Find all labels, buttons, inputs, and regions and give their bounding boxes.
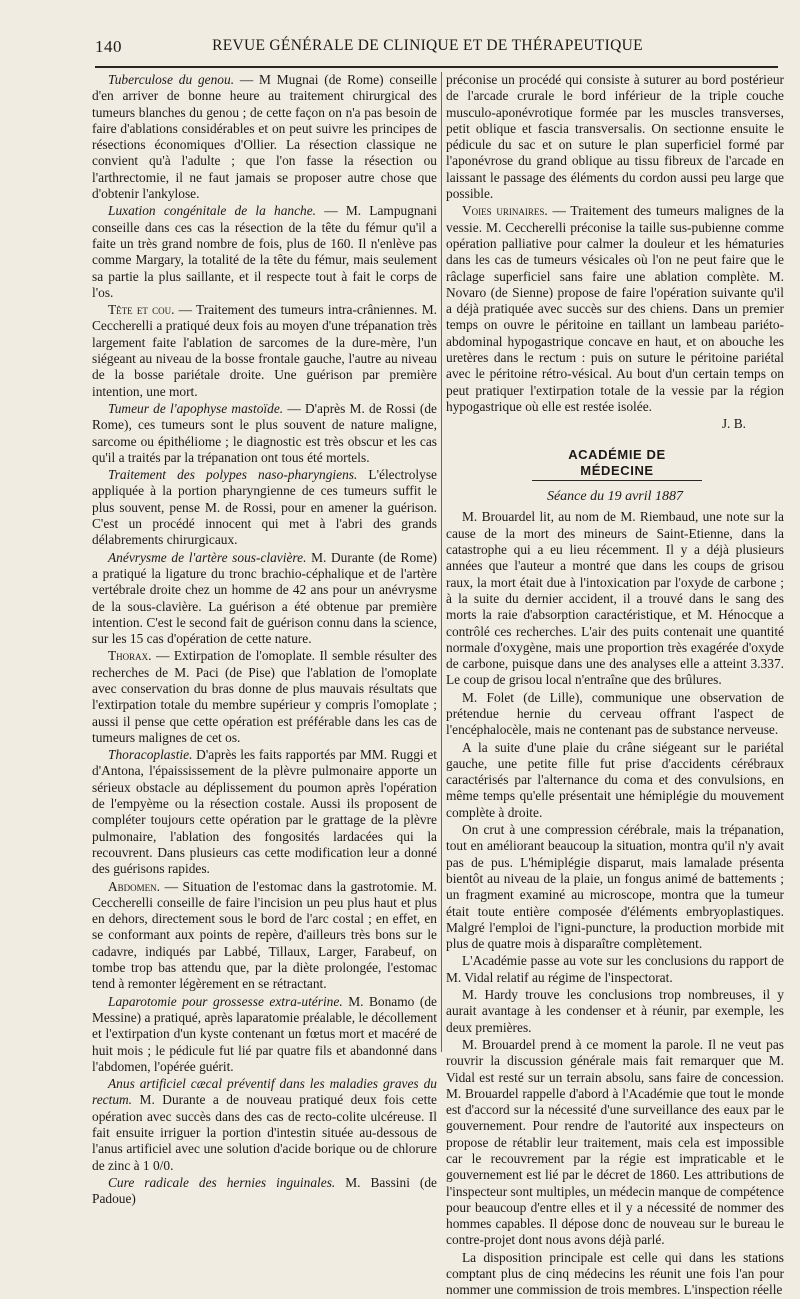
article-paragraph: L'Académie passe au vote sur les conclusions du rapport de M. Vidal relatif au régime de l'inspectorat.: [446, 953, 784, 985]
section-heading: ACADÉMIE DE MÉDECINE: [532, 447, 702, 482]
header-rule: [95, 66, 778, 68]
article-paragraph: M. Folet (de Lille), communique une observation de prétendue hernie du cerveau offrant l'aspect de l'encéphalocèle, mais ne contenant pas de substance nerveuse.: [446, 689, 784, 738]
article-paragraph: Luxation congénitale de la hanche. — M. Lampugnani conseille dans ces cas la résection de la tête du fémur qu'il a faite un très grand nombre de fois, plus de 160. Il n'enlève pas comme Margary, la totalité de la tête du fémur, mais seulement sa partie la plus saillante, et il respecte tout à fait le corps de l'os.: [92, 203, 437, 300]
article-paragraph: Tuberculose du genou. — M Mugnai (de Rome) conseille d'en arriver de bonne heure au traitement chirurgical des tumeurs blanches du genou ; de cette façon on n'a pas besoin de faire d'ablations considérables et on peut suivre les principes de résections économiques d'Ollier. La résection classique ne convient qu'à l'adulte ; que l'on fasse la résection ou l'arthrectomie, il ne faut jamais se proposer autre chose que d'obtenir l'ankylose.: [92, 72, 437, 202]
article-paragraph: M. Brouardel lit, au nom de M. Riembaud, une note sur la cause de la mort des mineurs de Saint-Etienne, dans la catastrophe qui a eu lieu récemment. Il y a déjà plusieurs années que l'auteur a montré que dans les coups de grisou raux, la mort était due à l'intoxication par l'oxyde de carbone ; à la suite du dernier accident, il a trouvé dans le sang des morts la raie d'absorption caractéristique, et M. Hénocque a contrôlé ces recherches. L'air des puits contenait une quantité normale d'oxygène, mais une proportion très exagérée d'oxyde de carbone, puisque dans une des analyses elle a atteint 3.337. Le coup de grisou local n'entraîne que des brûlures.: [446, 509, 784, 688]
article-paragraph: Thorax. — Extirpation de l'omoplate. Il semble résulter des recherches de M. Paci (de Pise) que l'ablation de l'omoplate avec conservation du bras donne de plus mauvais résultats que l'extirpation totale du membre supérieur y compris l'omoplate ; aussi il pense que cette opération est préférable dans les cas de tumeurs malignes de cet os.: [92, 648, 437, 745]
article-paragraph: Thoracoplastie. D'après les faits rapportés par MM. Ruggi et d'Antona, l'épaississement de la plèvre pulmonaire apporte un sérieux obstacle au déplissement du poumon après l'opération de l'empyème ou la résection costale. Aussi ils proposent de compléter toujours cette opération par le grattage de la plèvre pulmonaire, l'ablation des fongosités lardacées qui la recouvrent. Dans plusieurs cas cette modification leur a donné des guérisons rapides.: [92, 747, 437, 877]
session-date: Séance du 19 avril 1887: [546, 489, 684, 505]
article-paragraph: Abdomen. — Situation de l'estomac dans la gastrotomie. M. Ceccherelli conseille de faire l'incision un peu plus haut et plus en dehors, directement sous le bord de l'arc costal ; en effet, en se conformant aux points de repère, d'ailleurs très bons sur le cadavre, indiqués par Labbé, Tillaux, Larger, Farabeuf, on tombe trop bas attendu que, par la diète prolongée, l'estomac tend à remonter légèrement en se rétractant.: [92, 878, 437, 992]
article-paragraph: Tête et cou. — Traitement des tumeurs intra-crâniennes. M. Ceccherelli a pratiqué deux fois au moyen d'une trépanation très largement faite l'ablation de sarcomes de la dure-mère, l'un siégeant au niveau de la bosse frontale gauche, l'autre au niveau de la bosse pariétale droite. Une guérison par première intention, une mort.: [92, 302, 437, 399]
page-number: 140: [95, 37, 122, 56]
left-column: [92, 72, 438, 1207]
article-paragraph: La disposition principale est celle qui dans les stations comptant plus de cinq médecins les réunit une fois l'an pour nommer une commission de trois membres. L'inspection réelle: [446, 1249, 784, 1298]
article-paragraph: Anus artificiel cæcal préventif dans les maladies graves du rectum. M. Durante a de nouveau pratiqué deux fois cette opération avec succès dans des cas de recto-colite ulcéreuse. Il fait ensuite irriguer la portion d'intestin située au-dessous de l'anus artificiel avec une solution d'acide borique ou de chlorure de zinc à 1 0/0.: [92, 1076, 437, 1173]
article-paragraph: Voies urinaires. — Traitement des tumeurs malignes de la vessie. M. Ceccherelli préconise la taille sus-pubienne comme opération palliative pour calmer la douleur et les hématuries dans les cas de tumeurs vésicales où l'on ne peut faire que le râclage superficiel sans faire une ablation complète. M. Novaro (de Sienne) propose de faire l'opération suivante qu'il a déjà pratiquée avec succès sur des chiens. Dans un premier temps on ouvre le péritoine en taillant un lambeau pariéto-abdominal hypogastrique concave en haut, et on abouche les uretères dans le rectum : puis on suture le péritoine pariétal avec le péritoine rétro-vésical. Au bout d'un certain temps on peut pratiquer l'extirpation totale de la vessie par la région hypogastrique où elle est restée isolée.: [446, 203, 784, 414]
page-header: [0, 32, 800, 58]
running-head: REVUE GÉNÉRALE DE CLINIQUE ET DE THÉRAPEUTIQUE: [212, 37, 643, 54]
article-paragraph: A la suite d'une plaie du crâne siégeant sur le pariétal gauche, une petite fille fut prise d'accidents cérébraux caractérisés par l'alternance du coma et des convulsions, en même temps qu'elle présentait une hémiplégie du mouvement complète à droite.: [446, 739, 784, 820]
right-column: [446, 72, 784, 1298]
article-paragraph: Traitement des polypes naso-pharyngiens. L'électrolyse appliquée à la portion pharyngienne de ces tumeurs suffit le plus souvent, pense M. de Rossi, pour en amener la guérison. C'est un procédé innocent qui met à l'abri des grands délabrements chirurgicaux.: [92, 467, 437, 548]
continued-paragraph: préconise un procédé qui consiste à suturer au bord postérieur de l'arcade crurale le bord inférieur de la triple couche musculo-aponévrotique formée par les muscles transverses, petit oblique et fascia transversalis. On sectionne ensuite le pédicule du sac et on suture le plan superficiel formé par l'aponévrose du grand oblique au tissu fibreux de l'arcade en laissant le passage des éléments du cordon aussi peu large que possible.: [446, 72, 784, 202]
article-paragraph: Laparotomie pour grossesse extra-utérine. M. Bonamo (de Messine) a pratiqué, après laparatomie préalable, le décollement et l'extirpation d'un kyste contenant un fœtus mort et macéré de huit mois ; le pédicule fut lié par quatre fils et abandonné dans l'abdomen, l'opérée guérit.: [92, 993, 437, 1074]
article-paragraph: On crut à une compression cérébrale, mais la trépanation, tout en améliorant beaucoup la situation, montra qu'il n'y avait pas de pus. L'hémiplégie disparut, mais lamalade présenta bientôt au niveau de la plaie, un fongus animé de battements ; un fragment examiné au microscope, montra que la tumeur était toute entière composée d'éléments embryoplastiques. Malgré l'emploi de l'igni-puncture, la production morbide mit plus de quatre mois à disparaître complètement.: [446, 822, 784, 952]
signature: J. B.: [721, 416, 746, 432]
column-divider: [441, 72, 442, 1052]
article-paragraph: M. Hardy trouve les conclusions trop nombreuses, il y aurait avantage à les condenser et à réunir, par exemple, les deux premières.: [446, 987, 784, 1035]
article-paragraph: Tumeur de l'apophyse mastoïde. — D'après M. de Rossi (de Rome), ces tumeurs sont le plus souvent de nature maligne, sarcome ou épithéliome ; le diagnostic est très obscur et les cas qu'il a traités par la trépanation ont tous été mortels.: [92, 400, 437, 465]
article-paragraph: Cure radicale des hernies inguinales. M. Bassini (de Padoue): [92, 1174, 438, 1207]
article-paragraph: Anévrysme de l'artère sous-clavière. M. Durante (de Rome) a pratiqué la ligature du tronc brachio-céphalique et de l'artère vertébrale droite chez un homme de 42 ans pour un anévrysme de la sous-clavière. La guérison a été obtenue par première intention. C'est le second fait de guérison connu dans la science, sur les 15 cas d'opération de cette nature.: [92, 549, 437, 647]
article-paragraph: M. Brouardel prend à ce moment la parole. Il ne veut pas rouvrir la discussion générale mais fait remarquer que M. Vidal est resté sur un terrain absolu, sans faire de concession. M. Brouardel rappelle d'abord à l'Académie que tout le monde est d'accord sur la nécessité d'une surveillance des eaux par le gouvernement. Pour rendre de l'autorité aux inspecteurs on propose de rétablir leur traitement, mais cela est impossible car le recouvrement par la régie est impraticable et le gouvernement est lié par le décret de 1860. Les attributions de l'inspecteur sont multiples, un médecin manque de compétence pour beaucoup d'entre elles et il y a nécessité de nommer des hommes capables. Il dépose donc de nouveau sur le bureau le contre-projet dont nous avons déjà parlé.: [446, 1036, 784, 1248]
